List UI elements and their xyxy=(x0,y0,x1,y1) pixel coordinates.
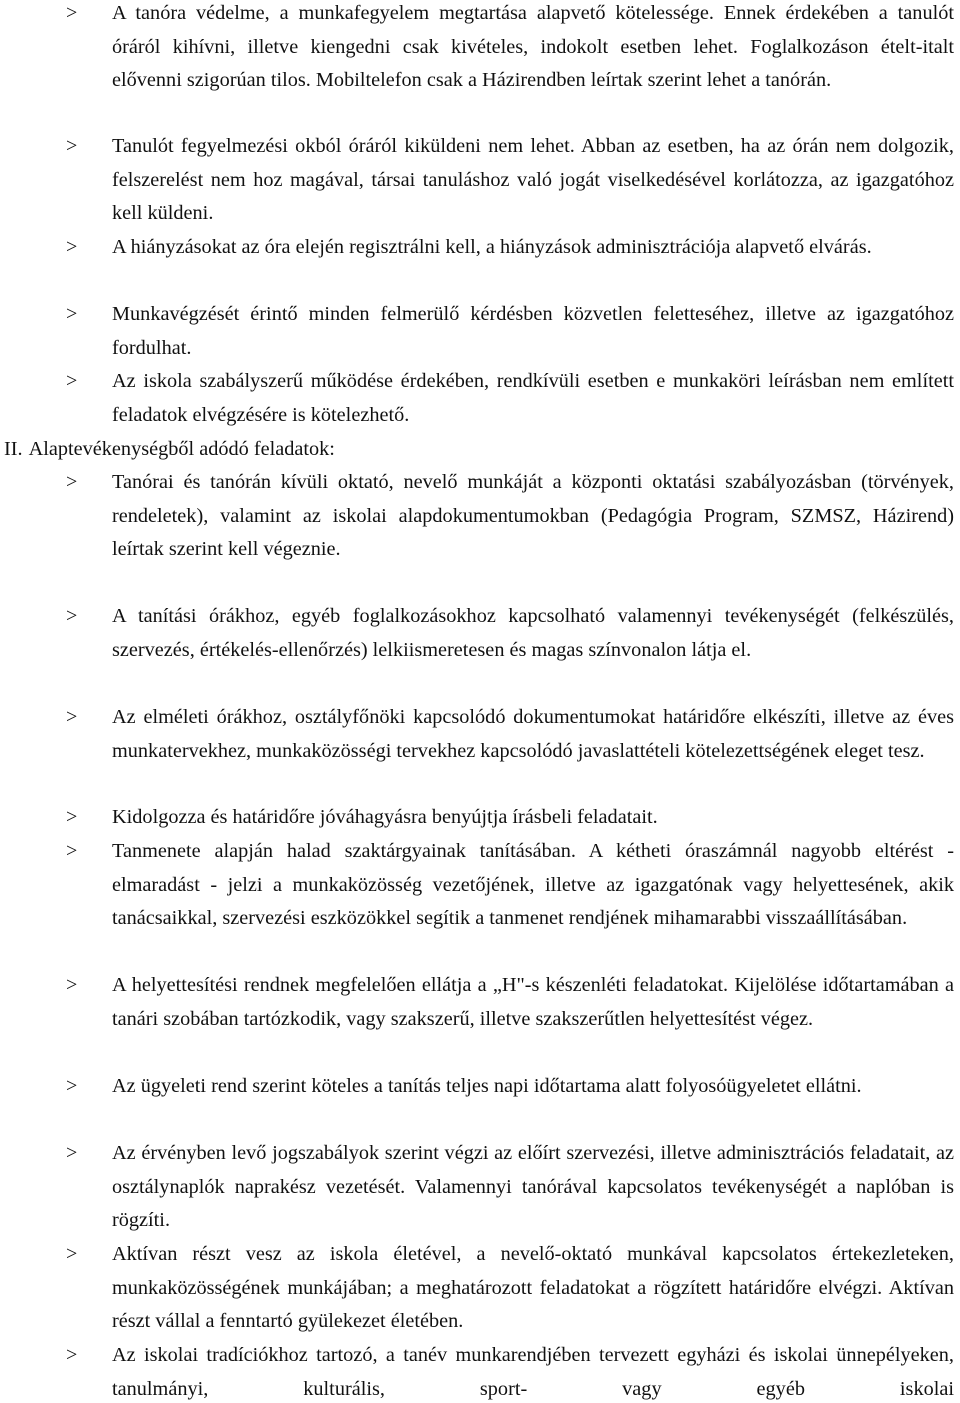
bullet-marker: > xyxy=(66,1075,78,1097)
bullet-text: Az iskola szabályszerű működése érdekében, rendkívüli esetben e munkaköri leírásban nem említett feladatok elvégzésére is kötelezhető. xyxy=(112,370,954,426)
bullet-marker: > xyxy=(66,1344,78,1366)
bullet-text: A tanóra védelme, a munkafegyelem megtartása alapvető kötelessége. Ennek érdekében a tanulót óráról kihívni, illetve kiengedni csak kivételes, indokolt esetben lehet. Foglalkozáson ételt-italt elővenni szigorúan tilos. Mobiltelefon csak a Házirendben leírtak szerint lehet a tanórán. xyxy=(112,2,954,92)
bullet-text: A hiányzásokat az óra elején regisztrálni kell, a hiányzások adminisztrációja alapvető elvárás. xyxy=(112,236,872,258)
bullet-text: A helyettesítési rendnek megfelelően ellátja a „H"-s készenléti feladatokat. Kijelölése időtartamában a tanári szobában tartózkodik, vagy szakszerű, illetve szakszerűtlen helyettesítést végez. xyxy=(112,974,954,1030)
bullet-text: Az ügyeleti rend szerint köteles a tanítás teljes napi időtartama alatt folyosóügyeletet ellátni. xyxy=(112,1075,862,1097)
bullet-text: Aktívan részt vesz az iskola életével, a nevelő-oktató munkával kapcsolatos értekezleteken, munkaközösségének munkájában; a meghatározott feladatokat a rögzített határidőre elvégzi. Aktívan részt vállal a fenntartó gyülekezet életében. xyxy=(112,1243,954,1333)
bullet-marker: > xyxy=(66,1243,78,1265)
bullet-marker: > xyxy=(66,370,78,392)
bullet-marker: > xyxy=(66,236,78,258)
bullet-marker: > xyxy=(66,471,78,493)
bullet-text: Kidolgozza és határidőre jóváhagyásra benyújtja írásbeli feladatait. xyxy=(112,806,658,828)
bullet-text: Tanórai és tanórán kívüli oktató, nevelő munkáját a központi oktatási szabályozásban (törvények, rendeletek), valamint az iskolai alapdokumentumokban (Pedagógia Program, SZMSZ, Házirend) leírtak szerint kell végeznie. xyxy=(112,471,954,561)
section-title: Alaptevékenységből adódó feladatok: xyxy=(28,438,335,460)
bullet-marker: > xyxy=(66,2,78,24)
bullet-marker: > xyxy=(66,135,78,157)
bullet-marker: > xyxy=(66,605,78,627)
section-heading xyxy=(4,433,335,467)
bullet-marker: > xyxy=(66,1142,78,1164)
bullet-text: Az iskolai tradíciókhoz tartozó, a tanév munkarendjében tervezett egyházi és iskolai ünnepélyeken, tanulmányi, kulturális, sport- vagy egyéb iskolai xyxy=(112,1344,954,1400)
bullet-marker: > xyxy=(66,706,78,728)
bullet-marker: > xyxy=(66,840,78,862)
bullet-text: Az elméleti órákhoz, osztályfőnöki kapcsolódó dokumentumokat határidőre elkészíti, illetve az éves munkatervekhez, munkaközösségi tervekhez kapcsolódó javaslattételi kötelezettségének eleget tesz. xyxy=(112,706,954,762)
section-number: II. xyxy=(4,438,23,460)
bullet-text: Tanulót fegyelmezési okból óráról kiküldeni nem lehet. Abban az esetben, ha az órán nem dolgozik, felszerelést nem hoz magával, társai tanuláshoz való jogát viselkedésével korlátozza, az igazgatóhoz kell küldeni. xyxy=(112,135,954,225)
bullet-text: Munkavégzését érintő minden felmerülő kérdésben közvetlen feletteséhez, illetve az igazgatóhoz fordulhat. xyxy=(112,303,954,359)
bullet-text: Tanmenete alapján halad szaktárgyainak tanításában. A kétheti óraszámnál nagyobb eltérést - elmaradást - jelzi a munkaközösség vezetőjének, illetve az igazgatónak vagy helyettesének, akik tanácsaikkal, szervezési eszközökkel segítik a tanmenet rendjének mihamarabbi visszaállításában. xyxy=(112,840,954,930)
bullet-marker: > xyxy=(66,806,78,828)
bullet-text: A tanítási órákhoz, egyéb foglalkozásokhoz kapcsolható valamennyi tevékenységét (felkészülés, szervezés, értékelés-ellenőrzés) lelkiismeretesen és magas színvonalon látja el. xyxy=(112,605,954,661)
bullet-text: Az érvényben levő jogszabályok szerint végzi az előírt szervezési, illetve adminisztrációs feladatait, az osztálynaplók naprakész vezetését. Valamennyi tanórával kapcsolatos tevékenységét a naplóban is rögzíti. xyxy=(112,1142,954,1232)
bullet-marker: > xyxy=(66,303,78,325)
bullet-marker: > xyxy=(66,974,78,996)
